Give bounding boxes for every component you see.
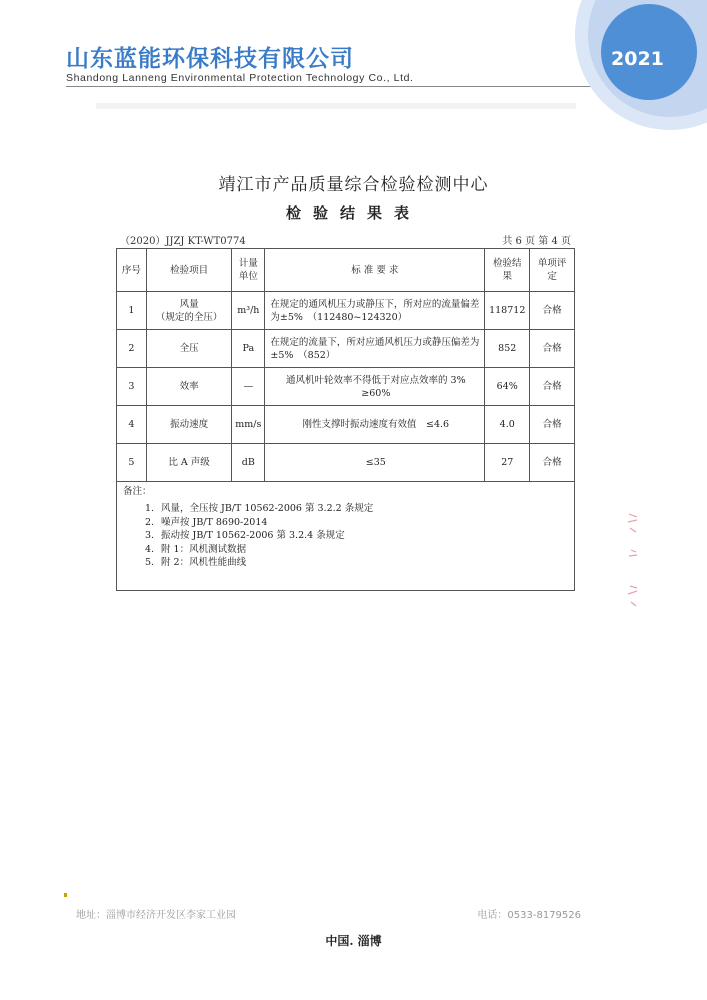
note-text: 附 2：风机性能曲线 — [161, 557, 247, 568]
footer-address: 地址：淄博市经济开发区李家工业园 — [76, 910, 236, 921]
results-table — [116, 248, 575, 591]
table-row — [117, 292, 575, 330]
row-no: 4 — [117, 406, 147, 444]
note-text: 附 1：风机测试数据 — [161, 543, 247, 555]
row-item — [146, 292, 231, 330]
note-index: 2. — [145, 516, 155, 528]
row-unit: dB — [232, 444, 265, 482]
row-no: 1 — [117, 292, 147, 330]
row-requirement: 在规定的流量下，所对应通风机压力或静压偏差为±5% （852） — [265, 330, 485, 368]
page-indicator: 共 6 页 第 4 页 — [502, 236, 571, 247]
table-row — [117, 406, 575, 444]
list-item — [145, 502, 568, 516]
row-item-name: 风量 — [179, 298, 199, 310]
notes-row — [117, 482, 575, 591]
row-unit: Pa — [232, 330, 265, 368]
seal-mark-icon — [625, 510, 641, 610]
row-unit: mm/s — [232, 406, 265, 444]
col-header-result: 检验结果 — [485, 249, 530, 292]
row-requirement: 在规定的通风机压力或静压下，所对应的流量偏差为±5% （112480~124320） — [265, 292, 485, 330]
list-item — [145, 529, 568, 543]
list-item — [145, 516, 568, 530]
list-item — [145, 556, 568, 570]
note-text: 噪声按 JB/T 8690-2014 — [161, 516, 268, 528]
note-text: 风量，全压按 JB/T 10562-2006 第 3.2.2 条规定 — [161, 503, 374, 514]
report-number: （2020）JJZJ KT-WT0774 — [120, 236, 246, 247]
row-unit: m³/h — [232, 292, 265, 330]
header-band — [96, 103, 576, 109]
row-requirement: 通风机叶轮效率不得低于对应点效率的 3% ≥60% — [265, 368, 485, 406]
row-item: 全压 — [146, 330, 231, 368]
row-no: 5 — [117, 444, 147, 482]
row-requirement: ≤35 — [265, 444, 485, 482]
year-label: 2021 — [611, 48, 664, 70]
col-header-requirement: 标 准 要 求 — [265, 249, 485, 292]
row-item: 振动速度 — [146, 406, 231, 444]
row-judgement: 合格 — [530, 406, 575, 444]
row-result: 64% — [485, 368, 530, 406]
notes-cell — [117, 482, 575, 591]
list-item — [145, 543, 568, 557]
footer-marker — [64, 893, 67, 897]
table-row — [117, 330, 575, 368]
notes-title: 备注： — [123, 486, 152, 497]
col-header-item: 检验项目 — [146, 249, 231, 292]
col-header-no: 序号 — [117, 249, 147, 292]
row-item-sub: （规定的全压） — [155, 311, 223, 323]
notes-list — [123, 502, 568, 570]
note-index: 1. — [145, 503, 155, 514]
row-judgement: 合格 — [530, 368, 575, 406]
table-row — [117, 368, 575, 406]
note-index: 4. — [145, 543, 155, 555]
col-header-unit: 计量单位 — [232, 249, 265, 292]
note-index: 3. — [145, 530, 155, 541]
row-judgement: 合格 — [530, 330, 575, 368]
row-unit: — — [232, 368, 265, 406]
table-row — [117, 444, 575, 482]
footer-location: 中国. 淄博 — [325, 934, 382, 948]
company-name-en: Shandong Lanneng Environmental Protection Technology Co., Ltd. — [66, 72, 414, 84]
row-result: 118712 — [485, 292, 530, 330]
row-judgement: 合格 — [530, 292, 575, 330]
row-judgement: 合格 — [530, 444, 575, 482]
row-no: 3 — [117, 368, 147, 406]
testing-center-name: 靖江市产品质量综合检验检测中心 — [218, 175, 489, 195]
note-text: 振动按 JB/T 10562-2006 第 3.2.4 条规定 — [161, 530, 345, 541]
header-divider — [66, 86, 596, 87]
row-result: 852 — [485, 330, 530, 368]
row-item: 比 A 声级 — [146, 444, 231, 482]
row-result: 4.0 — [485, 406, 530, 444]
report-title: 检验结果表 — [285, 204, 421, 222]
table-header-row — [117, 249, 575, 292]
company-name-cn: 山东蓝能环保科技有限公司 — [66, 46, 354, 72]
row-requirement: 刚性支撑时振动速度有效值 ≤4.6 — [265, 406, 485, 444]
note-index: 5. — [145, 557, 155, 568]
row-item: 效率 — [146, 368, 231, 406]
row-no: 2 — [117, 330, 147, 368]
row-result: 27 — [485, 444, 530, 482]
col-header-judgement: 单项评定 — [530, 249, 575, 292]
footer-phone: 电话：0533-8179526 — [477, 910, 581, 921]
